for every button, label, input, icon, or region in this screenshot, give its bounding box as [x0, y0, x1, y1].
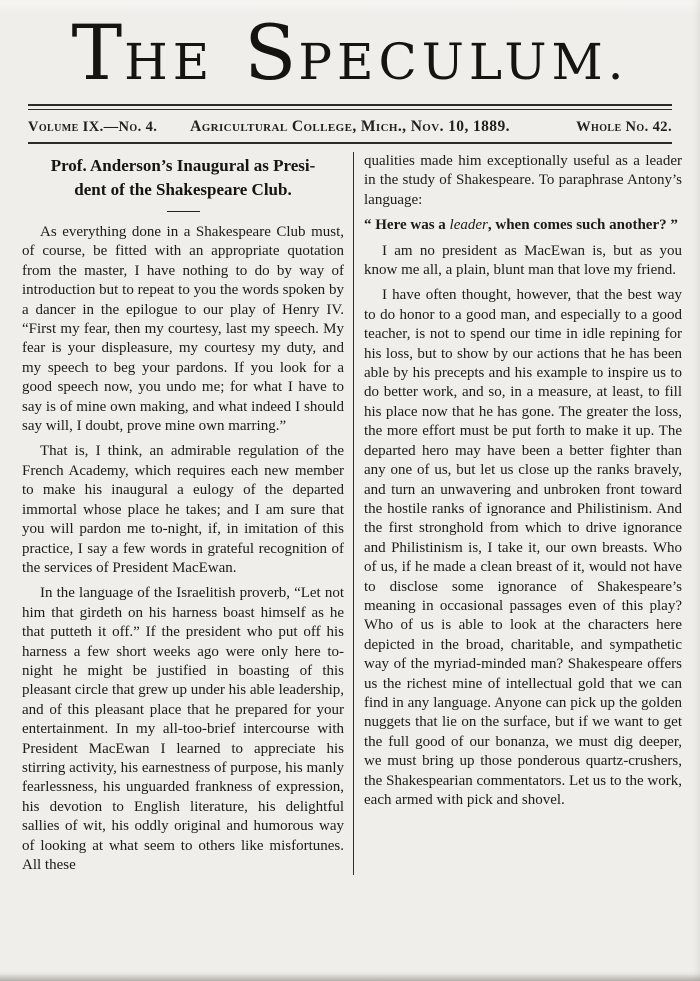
paragraph: I have often thought, however, that the best way to do honor to a good man, and especially to a good teacher, is not to spend our time in idle repining for his loss, but to show by our actions that he has been able by his precepts and his example to inspire us to do better work, and so, in a measure, at least, to fill his place now that he has gone. The greater the loss, the more effort must be put forth to make it up. The departed hero may have been a better fighter than any one of us, but let us close up the ranks bravely, and turn an unwavering and unbroken front toward the hostile ranks of ignorance and Philistinism. And the first stronghold from which to drive ignorance and Philistinism is, I take it, our own breasts. Who of us, if he made a clean breast of it, would not have to disclose some ignorance of Shakespeare’s meaning in occasional passages even of this play? Who of us is able to look at the characters here depicted in the broad, charitable, and sympathetic way of the myriad-minded man? Shakespeare offers us the richest mine of intellectual gold that we can find in any language. Anyone can pick up the golden nuggets that lie on the surface, but if we want to get the full good of our bonanza, we must dig deeper, we must bring up those ponderous quartz-crushers, the Shakespearian commentators. Let us to the work, each armed with pick and shovel.	[364, 287, 682, 808]
paragraph: I am no president as MacEwan is, but as you know me all, a plain, blunt man that love my friend.	[364, 242, 682, 279]
quote-suffix: , when comes such another? ”	[487, 217, 678, 234]
block-quote	[364, 216, 682, 235]
volume-number: Volume IX.—No. 4.	[28, 119, 158, 135]
title-divider-rule	[167, 211, 200, 212]
masthead-word-the	[71, 8, 215, 115]
article-columns	[22, 152, 682, 875]
paragraph-continuation: qualities made him exceptionally useful as a leader in the study of Shakespeare. To paraphrase Antony’s language:	[364, 153, 682, 208]
masthead-initial-s: S	[244, 8, 299, 97]
whole-number: Whole No. 42.	[576, 119, 672, 135]
paragraph: That is, I think, an admirable regulation of the French Academy, which requires each new member to make his inaugural a eulogy of the departed immortal whose place he takes; and I am sure that you will pardon me to-night, if, in imitation of this practice, I say a few words in grateful recognition of the services of President MacEwan.	[22, 443, 344, 576]
quote-italic-word: leader	[449, 217, 488, 234]
masthead-initial-t: T	[71, 8, 125, 97]
left-column	[22, 152, 353, 875]
issue-line-rule	[28, 142, 672, 144]
masthead-word-speculum	[244, 8, 629, 115]
masthead-rest-peculum: PECULUM.	[298, 33, 629, 91]
paragraph: In the language of the Israelitish proverb, “Let not him that girdeth on his harness boast himself as he that putteth it off.” If the president who put off his harness a few short weeks ago were only here to-night he might be justified in boasting of this pleasant circle that grew up under his able leadership, and of this pleasant place that he prepared for your entertainment. In my all-too-brief intercourse with President MacEwan I learned to appreciate his stirring activity, his earnestness of purpose, his manly fearlessness, his unguarded frankness of expression, his devotion to English literature, his delightful sallies of wit, his oddly original and humorous way of looking at what seem to others like misfortunes. All these	[22, 585, 344, 873]
scan-edge-smudge	[0, 974, 700, 981]
paragraph: As everything done in a Shakespeare Club must, of course, be fitted with an appropriate quotation from the master, I have nothing to do by way of introduction but to repeat to you the words spoken by a dancer in the epilogue to our play of Henry IV. “First my fear, then my courtesy, last my speech. My fear is your displeasure, my courtesy my duty, and my speech to beg your pardons. If you look for a good speech now, you undo me; for what I have to say is of mine own making, and what indeed I should say will, I doubt, prove mine own marring.”	[22, 224, 344, 435]
quote-prefix: “ Here was a	[364, 217, 450, 234]
article-title-line-1: Prof. Anderson’s Inaugural as Presi-	[50, 156, 316, 175]
article-title-line-2: dent of the Shakespeare Club.	[74, 179, 292, 199]
issue-line	[28, 118, 672, 136]
masthead-title	[0, 0, 700, 100]
right-column	[354, 152, 682, 875]
masthead-rest-he: HE	[124, 33, 215, 91]
location-date: Agricultural College, Mich., Nov. 10, 1889.	[190, 118, 510, 135]
article-title	[22, 154, 344, 201]
